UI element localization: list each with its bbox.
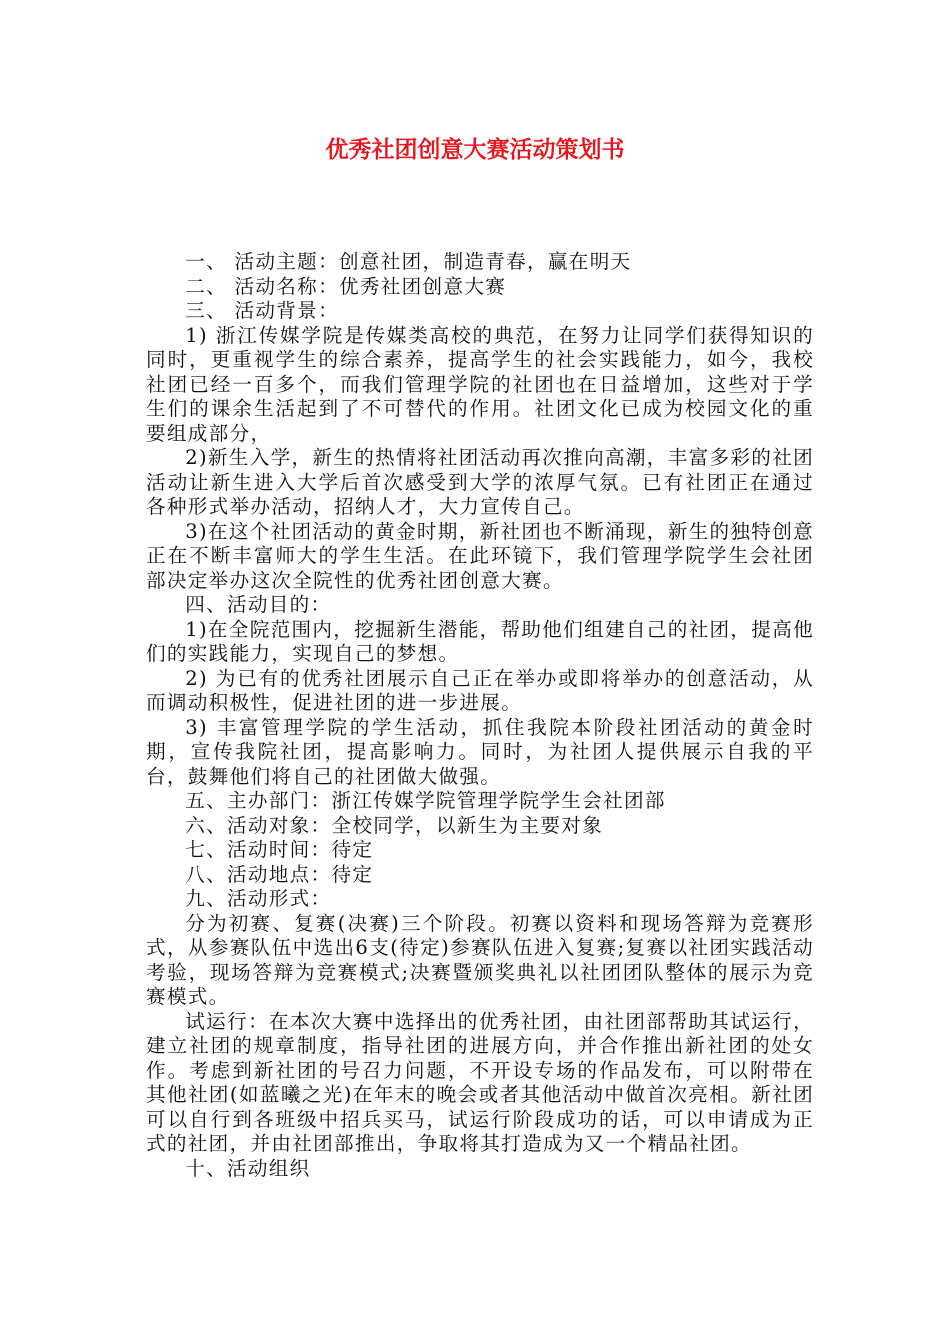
paragraph: 分为初赛、复赛(决赛)三个阶段。初赛以资料和现场答辩为竞赛形式，从参赛队伍中选出6支(待定)参赛队伍进入复赛;复赛以社团实践活动考验，现场答辩为竞赛模式;决赛暨颁奖典礼以社团团队整体的展示为竞赛模式。 [146, 911, 814, 1008]
document-title: 优秀社团创意大赛活动策划书 [325, 137, 625, 163]
section-heading-purpose: 四、活动目的： [185, 593, 332, 616]
section-heading-organization: 十、活动组织 [185, 1156, 311, 1180]
section-heading-location: 八、活动地点：待定 [185, 862, 374, 886]
section-heading-background: 三、 活动背景： [185, 299, 339, 322]
section-heading-theme: 一、 活动主题：创意社团，制造青春，赢在明天 [185, 250, 632, 273]
section-heading-time: 七、活动时间：待定 [185, 838, 374, 861]
paragraph: 3) 丰富管理学院的学生活动，抓住我院本阶段社团活动的黄金时期，宣传我院社团，提高影响力。同时，为社团人提供展示自我的平台，鼓舞他们将自己的社团做大做强。 [146, 715, 814, 788]
document-body [146, 250, 814, 1181]
paragraph: 3)在这个社团活动的黄金时期，新社团也不断涌现，新生的独特创意正在不断丰富师大的学生生活。在此环镜下，我们管理学院学生会社团部决定举办这次全院性的优秀社团创意大赛。 [146, 519, 814, 592]
section-heading-format: 九、活动形式： [185, 887, 332, 910]
section-heading-audience: 六、活动对象：全校同学，以新生为主要对象 [185, 813, 604, 837]
section-heading-name: 二、 活动名称：优秀社团创意大赛 [185, 274, 507, 298]
paragraph: 试运行：在本次大赛中选择出的优秀社团，由社团部帮助其试运行，建立社团的规章制度，指导社团的进展方向，并合作推出新社团的处女作。考虑到新社团的号召力问题，不开设专场的作品发布，可以附带在其他社团(如蓝曦之光)在年末的晚会或者其他活动中做首次亮相。新社团可以自行到各班级中招兵买马，试运行阶段成功的话，可以申请成为正式的社团，并由社团部推出，争取将其打造成为又一个精品社团。 [146, 1009, 814, 1155]
paragraph: 1) 浙江传媒学院是传媒类高校的典范，在努力让同学们获得知识的同时，更重视学生的综合素养，提高学生的社会实践能力，如今，我校社团已经一百多个，而我们管理学院的社团也在日益增加，这些对于学生们的课余生活起到了不可替代的作用。社团文化已成为校园文化的重要组成部分， [146, 323, 814, 445]
section-heading-organizer: 五、主办部门：浙江传媒学院管理学院学生会社团部 [185, 789, 666, 812]
paragraph: 2) 为已有的优秀社团展示自己正在举办或即将举办的创意活动，从而调动积极性，促进社团的进一步进展。 [146, 666, 814, 714]
paragraph: 2)新生入学，新生的热情将社团活动再次推向高潮，丰富多彩的社团活动让新生进入大学后首次感受到大学的浓厚气氛。已有社团正在通过各种形式举办活动，招纳人才，大力宣传自己。 [146, 446, 814, 518]
paragraph: 1)在全院范围内，挖掘新生潜能，帮助他们组建自己的社团，提高他们的实践能力，实现自己的梦想。 [146, 617, 814, 665]
